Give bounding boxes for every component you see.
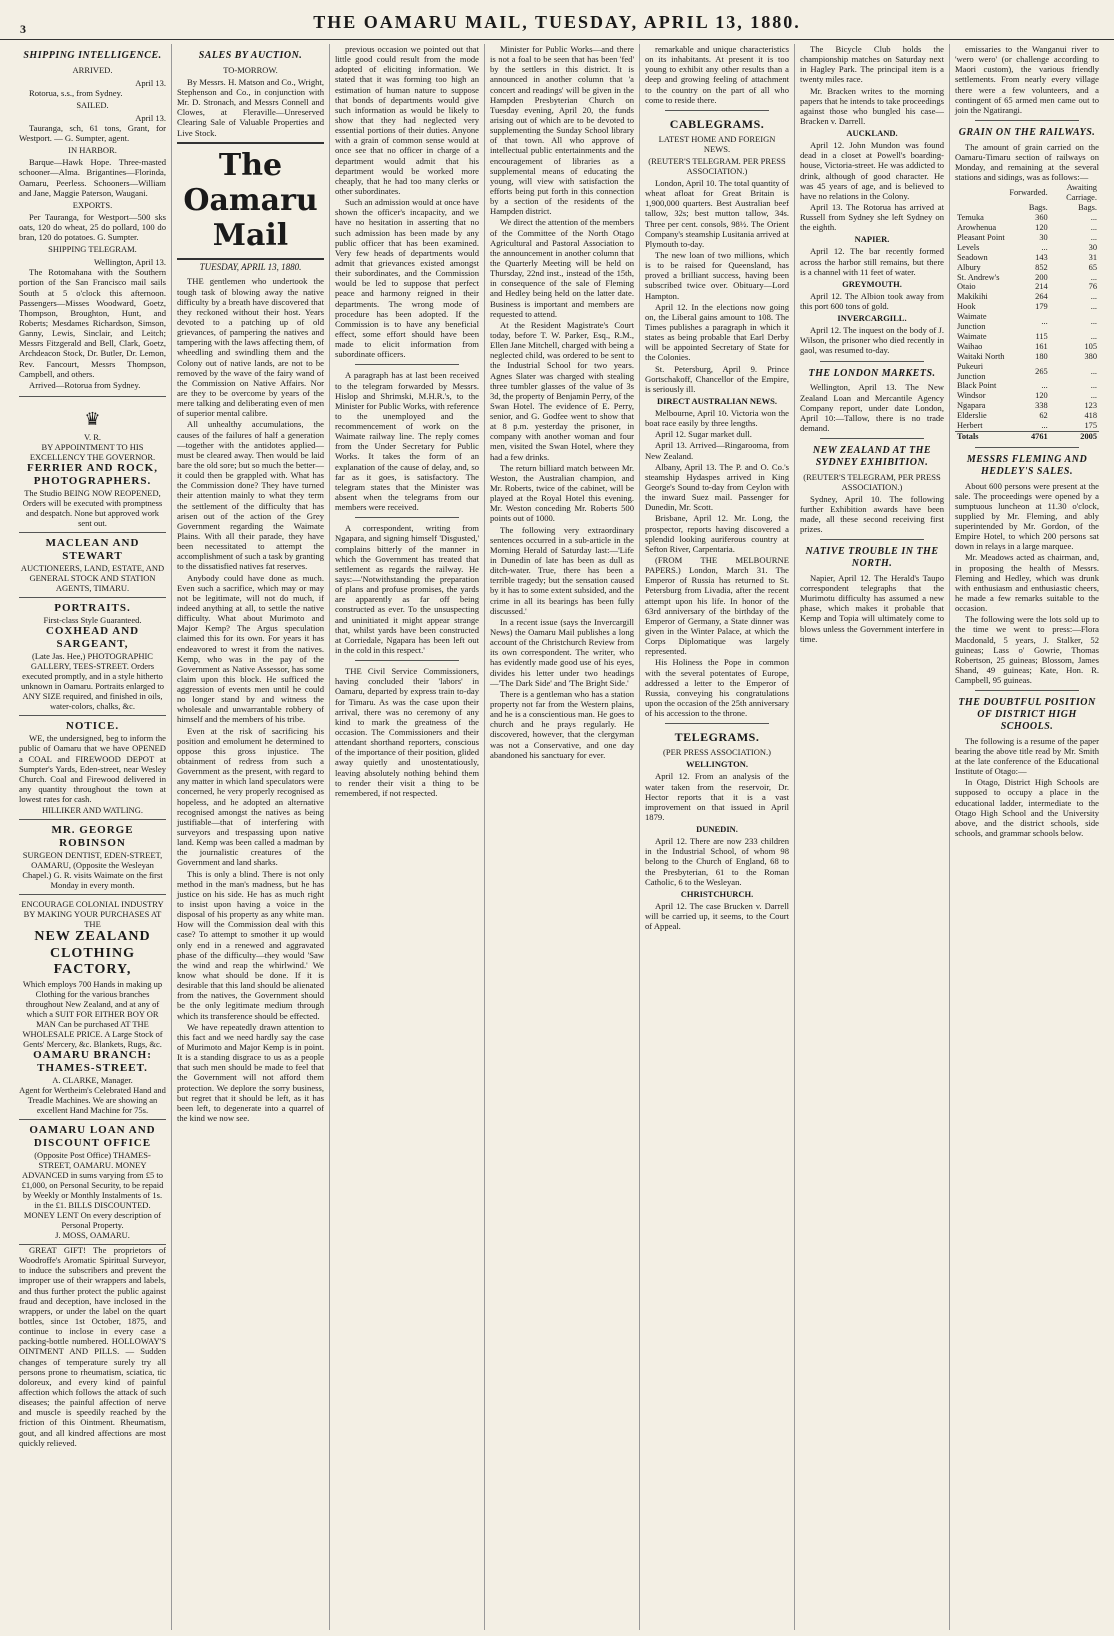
grain-cell-forwarded: ... bbox=[1041, 421, 1048, 431]
wellington-text: April 12. From an analysis of the water taken from the reservoir, Dr. Hector reports that it is a vast improvement on that issued in April 1879. bbox=[645, 771, 789, 822]
grain-row bbox=[955, 391, 1099, 401]
grain-cell-station: Seadown bbox=[957, 252, 988, 262]
grain-cell-awaiting: ... bbox=[1090, 292, 1097, 302]
ad-moss: J. MOSS, OAMARU. bbox=[55, 1230, 130, 1241]
grain-total-awaiting: 2005 bbox=[1050, 432, 1099, 442]
article-paragraph: Minister for Public Works—and there is not a foal to be seen that has been 'fed' by the settlers in this district. It is announced in another column that 'a concert and readings' will be given in the Hampden Presbyterian Church on Tuesday evening, April 20, the funds arising out of which are to be devoted to supplementing the Sunday School library of that town. All who approve of intellectual public entertainments and the encouragement of libraries as a supplemental means of educating the young, will view with satisfaction the efforts being put forth in this connection by a section of the residents of the Hampden district. bbox=[490, 44, 634, 217]
wellington-heading: WELLINGTON. bbox=[686, 759, 748, 770]
grain-cell-forwarded: 120 bbox=[1035, 391, 1048, 401]
article-paragraph: A paragraph has at last been received to the telegram forwarded by Messrs. Hislop and Shrimski, M.H.R.'s, to the Minister for Public Works, with reference to the unemployed and the recommencement of work on the Waimate railway line. The reply comes from the Under Secretary for Public Works. It takes the form of an explanation of the cause of delay, and, so far as it goes, is satisfactory. The telegram states that the Minister was absent when the telegrams from our members were received. bbox=[335, 370, 479, 513]
grain-row bbox=[955, 342, 1099, 352]
ad-nz-clothing bbox=[19, 895, 166, 1120]
grain-cell-station: Pleasant Point bbox=[957, 232, 1005, 242]
grain-units-row bbox=[955, 203, 1099, 213]
article-paragraph: The return billiard match between Mr. Weston, the Australian champion, and Mr. Roberts, twice of the cabinet, will be played at the Royal Hotel this evening. Mr. Weston conceding Mr. Roberts 500 points out of 1000. bbox=[490, 462, 634, 524]
divider bbox=[355, 364, 459, 365]
cable-item: London, April 10. The total quantity of wheat afloat for Great Britain is 1,900,000 quarters. Best Australian beef tallow, 32s; best mutton tallow, 34s. Three per cent. consols, 98½. The Orient Company's steamship Lusitania arrived at Plymouth to-day. bbox=[645, 178, 789, 249]
grain-cell-awaiting: 31 bbox=[1088, 252, 1097, 262]
grain-row bbox=[955, 401, 1099, 411]
cable-item: St. Petersburg, April 9. Prince Gortschakoff, Chancellor of the Empire, is seriously ill. bbox=[645, 363, 789, 394]
column-6 bbox=[795, 44, 950, 1630]
greymouth-text: April 12. The Albion took away from this port 600 tons of gold. bbox=[800, 290, 944, 311]
column-4 bbox=[485, 44, 640, 1630]
sales-subheading: TO-MORROW. bbox=[223, 64, 278, 75]
grain-cell-station: Levels bbox=[957, 242, 980, 252]
napier-heading: NAPIER. bbox=[854, 234, 890, 245]
grain-cell-forwarded: 200 bbox=[1035, 272, 1048, 282]
ad-nz-clothing-lines: Which employs 700 Hands in making up Clothing for the various branches throughout New Zealand, and at any of which a SUIT FOR EITHER BOY OR MAN Can be purchased AT THE WHOLESALE PRICE. A Large Stock of Gents' Mercery, &c. Blankets, Rugs, &c. bbox=[22, 978, 163, 1049]
direct-item: April 13. Arrived—Ringarooma, from New Zealand. bbox=[645, 440, 789, 461]
arrived-date: April 13. bbox=[135, 77, 166, 88]
article-paragraph: There is a gentleman who has a station property not far from the Western plains, and he is a conscientious man. He goes to church and he prays regularly. He discovered, however, that the clergyman was not a Conservative, and one day abandoned his sanctuary for ever. bbox=[490, 688, 634, 760]
christchurch-heading: CHRISTCHURCH. bbox=[680, 888, 754, 899]
direct-item: Melbourne, April 10. Victoria won the boat race easily by three lengths. bbox=[645, 408, 789, 429]
grain-cell-station: Waitaki North bbox=[957, 351, 1005, 361]
royal-crest-icon: ♛ bbox=[84, 409, 101, 430]
article-paragraph: We direct the attention of the members of the Committee of the North Otago Agricultural and Pastoral Association to the announcement in another column that the Quarterly Meeting will be held on Thursday, 22nd inst., instead of the 15th, in consequence of the sale of Fleming and Hedley being held on the latter date. Business is important and members are requested to attend. bbox=[490, 217, 634, 319]
ad-loan-title: OAMARU LOAN AND DISCOUNT OFFICE bbox=[29, 1123, 156, 1149]
editorial-paragraph: We have repeatedly drawn attention to this fact and we need hardly say the case of Murimoto and Major Kemp is in point. It is a standing disgrace to us as a people that such men should be made to feel that the Government will not afford them protection. We deplore the sorry business, but regret that it should be left, as it has been left, to degenerate into a quarrel of the kind we now see. bbox=[177, 1021, 324, 1123]
page-number: 3 bbox=[20, 22, 26, 36]
telegrams-source: (PER PRESS ASSOCIATION.) bbox=[663, 747, 771, 758]
divider bbox=[820, 438, 924, 439]
ad-branch-title: OAMARU BRANCH: THAMES-STREET. bbox=[33, 1048, 152, 1074]
divider bbox=[665, 110, 769, 111]
grain-total-forwarded: 4761 bbox=[1007, 432, 1049, 442]
ad-notice-title: NOTICE. bbox=[65, 720, 120, 733]
grain-cell-awaiting: 380 bbox=[1084, 351, 1097, 361]
grain-row bbox=[955, 332, 1099, 342]
grain-row bbox=[955, 352, 1099, 362]
grain-row bbox=[955, 302, 1099, 312]
auckland-text: April 13. The Rotorua has arrived at Russell from Sydney she left Sydney on the eighth. bbox=[800, 201, 944, 233]
ad-ferrier-title: FERRIER AND ROCK, PHOTOGRAPHERS. bbox=[27, 462, 158, 488]
arrived-text: Rotorua, s.s., from Sydney. bbox=[29, 87, 123, 98]
editorial-paragraph: THE gentlemen who undertook the tough task of blowing away the native difficulty by a breath have discovered that they reckoned without their host. Years devoted to a patching up of old grievances, of pampering the natives and tampering with the laws affecting them, of wheedling and swindling them and the Colony out of native lands, are not to be removed by the wave of the fairy wand of the Commission on Native Affairs. Nor are they to be overcome by years of the mere talking and deliberating even of men of superior mental calibre. bbox=[177, 276, 324, 419]
sales-heading: SALES BY AUCTION. bbox=[198, 50, 303, 61]
column-2 bbox=[172, 44, 330, 1630]
sailed-text: Tauranga, sch, 61 tons, Grant, for Westport. — G. Sumpter, agent. bbox=[19, 123, 166, 144]
invercargill-heading: INVERCARGILL. bbox=[837, 313, 907, 324]
sailed-date: April 13. bbox=[135, 112, 166, 123]
column-7 bbox=[950, 44, 1104, 1630]
grain-cell-forwarded: 115 bbox=[1035, 331, 1048, 341]
direct-item: Albany, April 13. The P. and O. Co.'s steamship Hydaspes arrived in King George's Sound to-day from Ceylon with the inward Suez mail. Passenger for Dunedin, Mr. Scott. bbox=[645, 461, 789, 513]
in-harbor-heading: IN HARBOR. bbox=[68, 145, 117, 156]
editorial-paragraph: All unhealthy accumulations, the causes of the failures of half a generation—together with the antidotes applied—must be cleared away. Then would be laid bare the old sore; but so much the better—it could then be grappled with. What has the Commission done? They have turned their attention mainly to what they term the settlement of the difficulty that has arisen out of the action of the Grey Government regarding the Waimate Plains. With all their parade, they have been necessitated to attempt the accomplishment of such a task by granting to the dissatisfied natives fat reserves. bbox=[177, 419, 325, 572]
grain-cell-awaiting: 30 bbox=[1088, 242, 1097, 252]
fleming-paragraph: The following were the lots sold up to the time we went to press:—Flora Macdonald, 5 years, J. Stalker, 52 guineas; Lass o' Gowrie, Thomas Robertson, 25 guineas; Blossom, James Shand, 49 guineas; Kate, Hon. R. Campbell, 95 guineas. bbox=[955, 614, 1099, 686]
grain-cell-awaiting: 175 bbox=[1084, 421, 1097, 431]
grain-row bbox=[955, 362, 1099, 382]
article-paragraph: At the Resident Magistrate's Court today, before T. W. Parker, Esq., R.M., Ellen Jane Mitchell, charged with being a neglected child, was ordered to be sent to the Industrial School for two years. Agnes Slater was charged with stealing three tumbler glasses of the value of 3s 3d, the property of Benjamin Perry, of the Swan Hotel. The evidence of E. Perry, senior, and G. Godfee went to show that at 8 p.m. yesterday the prisoner, in company with another woman and four men, visited the Swan Hotel, where they had a few drinks. bbox=[490, 319, 634, 462]
grain-cell-station: Elderslie bbox=[957, 411, 987, 421]
grain-cell-forwarded: 360 bbox=[1035, 213, 1048, 223]
divider bbox=[355, 517, 459, 518]
grain-cell-forwarded: 120 bbox=[1035, 222, 1048, 232]
grain-cell-awaiting: 123 bbox=[1084, 401, 1097, 411]
high-schools-heading: THE DOUBTFUL POSITION OF DISTRICT HIGH SCHOOLS. bbox=[958, 697, 1096, 732]
grain-cell-station: Ngapara bbox=[957, 401, 986, 411]
direct-item: Brisbane, April 12. Mr. Long, the prospector, reports having discovered a splendid looking auriferous country at Sefton River, Carpentaria. bbox=[645, 513, 789, 554]
high-schools-paragraph: In Otago, District High Schools are supposed to occupy a place in the educational ladder, intermediate to the Otago High School and the University above, and the district schools, side schools, and grammar schools below. bbox=[955, 777, 1099, 838]
grain-cell-forwarded: ... bbox=[1041, 317, 1048, 327]
grain-cell-awaiting: ... bbox=[1090, 302, 1097, 312]
fleming-paragraph: About 600 persons were present at the sale. The proceedings were opened by a sumptuous luncheon at 11.30 o'clock, supplied by Mr. Fleming, and ably superintended by Mr. Gordon, of the Empire Hotel, to which 200 persons sat down in relays in a large marquee. bbox=[955, 480, 1099, 552]
christchurch-text: April 12. The case Brucken v. Darrell will be carried up, it seems, to the Court of Appeal. bbox=[645, 900, 789, 932]
grain-cell-forwarded: 143 bbox=[1035, 252, 1048, 262]
grain-cell-forwarded: ... bbox=[1041, 381, 1048, 391]
shipping-heading: SHIPPING INTELLIGENCE. bbox=[23, 50, 162, 61]
native-trouble-text: Napier, April 12. The Herald's Taupo correspondent telegraphs that the Murimotu difficulty has assumed a new phase, which makes it probable that Kemp and Topia will ultimately come to blows unless the Government interfere in time. bbox=[800, 572, 944, 644]
in-harbor-text: Barque—Hawk Hope. Three-masted schooner—Alma. Brigantines—Florinda, Oamaru, Peerless. Schooners—William and Jane, Maggie Paterson, Waugani. bbox=[19, 157, 166, 198]
high-schools-paragraph: The following is a resume of the paper bearing the above title read by Mr. Smith at the late conference of the Educational Institute of Otago:— bbox=[955, 735, 1099, 777]
grain-row bbox=[955, 233, 1099, 243]
paper-title: The Oamaru Mail bbox=[177, 142, 324, 260]
ad-notice-signature: HILLIKER AND WATLING. bbox=[41, 805, 144, 816]
grain-header-row bbox=[955, 183, 1099, 203]
article-paragraph: previous occasion we pointed out that little good could result from the mode adopted of eliciting information. We stated that it was forming too high an estimation of human nature to suppose that bonds of departments would give such information as would be likely to show that they had neglected very essential portions of their duties. Anyone with a grain of common sense would at once see that no officer in charge of a department would admit that his department would be worked more cheaply, that he had too many clerks or other subordinates. bbox=[335, 44, 479, 196]
grain-cell-station: Waimate Junction bbox=[957, 312, 987, 332]
grain-cell-station: Waihao bbox=[957, 341, 983, 351]
grain-units-forwarded: Bags. bbox=[1028, 203, 1048, 213]
cable-item: April 12. In the elections now going on, the Liberal gains amount to 108. The Times publishes a paragraph in which it states as being probable that Earl Derby will be appointed Secretary of State for the Colonies. bbox=[645, 301, 789, 363]
dunedin-text: April 12. There are now 233 children in the Industrial School, of whom 98 belong to the Church of England, 68 to the Presbyterian, 61 to the Roman Catholic, 6 to the Wesleyan. bbox=[645, 836, 789, 887]
shipping-telegram-date: Wellington, April 13. bbox=[93, 257, 166, 268]
grain-total-label: Totals bbox=[955, 432, 1007, 442]
article-paragraph: A correspondent, writing from Ngapara, and signing himself 'Disgusted,' complains bitterly of the manner in which the Government has treated that settlement as regards the railway. He says:—'Notwithstanding the preparation of plans and profuse promises, the yards are apparently as far off being constructed as ever. To the unsuspecting and uninitiated it might appear strange that, whilst yards have been constructed at Corriedale, Ngapara has been left out in the cold in this respect.' bbox=[335, 523, 479, 656]
grain-cell-awaiting: ... bbox=[1090, 272, 1097, 282]
grain-cell-station: Arowhenua bbox=[957, 222, 997, 232]
grain-cell-awaiting: 65 bbox=[1088, 262, 1097, 272]
grain-col-forwarded: Forwarded. bbox=[1009, 188, 1048, 198]
shipping-telegram-arrived: Arrived—Rotorua from Sydney. bbox=[29, 379, 141, 390]
dunedin-heading: DUNEDIN. bbox=[696, 824, 738, 835]
grain-cell-station: Albury bbox=[957, 262, 981, 272]
grain-table bbox=[955, 183, 1099, 442]
grain-table-body bbox=[955, 213, 1099, 431]
sydney-exhibition-text: Sydney, April 10. The following further Exhibition awards have been made, all these second receiving first prizes. bbox=[800, 493, 944, 535]
ad-robinson bbox=[19, 820, 166, 895]
grain-cell-station: Makikihi bbox=[957, 292, 988, 302]
cablegrams-subheading: LATEST HOME AND FOREIGN NEWS. bbox=[658, 134, 776, 155]
grain-cell-forwarded: 180 bbox=[1035, 351, 1048, 361]
direct-australian-heading: DIRECT AUSTRALIAN NEWS. bbox=[656, 396, 778, 407]
grain-row bbox=[955, 223, 1099, 233]
divider bbox=[975, 690, 1079, 691]
grain-cell-station: Hook bbox=[957, 302, 976, 312]
exports-heading: EXPORTS. bbox=[72, 199, 113, 210]
grain-cell-station: Herbert bbox=[957, 421, 983, 431]
grain-cell-forwarded: 214 bbox=[1035, 282, 1048, 292]
cable-item: The new loan of two millions, which is to be raised for Queensland, has proved a brilliant success, having been subscribed twice over. Obituary—Lord Hampton. bbox=[645, 250, 789, 301]
article-paragraph: The following very extraordinary sentences occurred in a sub-article in the Morning Herald of Saturday last:—'Life in Dunedin of late has been as dull as ditch-water. True, there has been a terrible tragedy; but the sensation caused by it has to some extent subsided, and the crime in all its bearings has been fully discussed.' bbox=[490, 524, 634, 616]
grain-row bbox=[955, 312, 1099, 332]
ad-appointment: BY APPOINTMENT TO HIS EXCELLENCY THE GOVERNOR. bbox=[29, 442, 156, 463]
grain-cell-awaiting: 418 bbox=[1084, 411, 1097, 421]
article-paragraph: The Bicycle Club holds the championship matches on Saturday next in Hagley Park. The principal item is a twenty miles race. bbox=[800, 44, 944, 85]
grain-cell-awaiting: 76 bbox=[1088, 282, 1097, 292]
fleming-paragraph: Mr. Meadows acted as chairman, and, in proposing the health of Messrs. Fleming and Hedley, which was drunk with enthusiasm and enthusiastic cheers, he made a few remarks suitable to the occasion. bbox=[955, 552, 1099, 614]
article-paragraph: emissaries to the Wanganui river to 'wero wero' (or challenge according to Maori custom), the various friendly settlements. From nearly every village there were a few volunteers, and a contingent of 65 armed men came out to join the Ngatirangi. bbox=[955, 44, 1099, 115]
grain-cell-awaiting: ... bbox=[1090, 391, 1097, 401]
grain-cell-forwarded: 265 bbox=[1035, 366, 1048, 376]
invercargill-text: April 12. The inquest on the body of J. Wilson, the prisoner who died recently in gaol, was resumed to-day. bbox=[800, 325, 944, 356]
grain-cell-awaiting: ... bbox=[1090, 222, 1097, 232]
grain-cell-station: Temuka bbox=[957, 213, 984, 223]
foreign-item: His Holiness the Pope in common with the several potentates of Europe, addressed a letter to the Emperor of Russia, conveying his congratulations upon the occasion of the 25th anniversary of his accession to the throne. bbox=[645, 657, 789, 719]
london-markets-heading: THE LONDON MARKETS. bbox=[808, 367, 936, 379]
column-3 bbox=[330, 44, 485, 1630]
grain-row bbox=[955, 263, 1099, 273]
masthead-title: THE OAMARU MAIL, TUESDAY, APRIL 13, 1880. bbox=[313, 12, 801, 32]
grain-cell-station: Waimate bbox=[957, 331, 987, 341]
grain-row bbox=[955, 273, 1099, 283]
grain-row bbox=[955, 282, 1099, 292]
grain-row bbox=[955, 411, 1099, 421]
ad-branch-text: Agent for Wertheim's Celebrated Hand and Treadle Machines. We are showing an excellent Hand Machine for 75s. bbox=[19, 1084, 166, 1115]
ad-loan-lines: (Opposite Post Office) THAMES-STREET, OAMARU. MONEY ADVANCED in sums varying from £5 to £1,000, on Personal Security, to be repaid by Weekly or Monthly Instalments of 1s. in the £1. BILLS DISCOUNTED. MONEY LENT On every description of Personal Property. bbox=[21, 1149, 164, 1231]
grain-row bbox=[955, 381, 1099, 391]
article-paragraph: Such an admission would at once have shown the officer's incapacity, and we have no hesitation in asserting that no such admission has been made by any public officer that has been examined. Very few heads of departments would admit that grievances existed amongst their subordinates, and the Commission would be led to suppose that perfect peace and harmony reigned in their departments. The wrong mode of procedure has been adopted. If the Commission is to have any beneficial effect, some effort should have been made to elicit information from subordinate officers. bbox=[335, 197, 479, 360]
article-paragraph: In a recent issue (says the Invercargill News) the Oamaru Mail publishes a long account of the Christchurch Review from its own correspondent. The writer, who has evidently made good use of his eyes, divides his letter under two headings—'The Dark Side' and 'The Bright Side.' bbox=[490, 616, 634, 688]
grain-cell-forwarded: 62 bbox=[1039, 411, 1048, 421]
ad-branch-manager: A. CLARKE, Manager. bbox=[52, 1074, 133, 1085]
sydney-exhibition-source: (REUTER'S TELEGRAM, PER PRESS ASSOCIATION.) bbox=[803, 471, 941, 492]
editorial-paragraph: This is only a blind. There is not only method in the man's madness, but he has justice on his side. He has as much right to insist upon having a voice in the disposal of his property as any white man. How will the Commission deal with this case? To attempt to smother it up would only end in a renewed and aggravated phase of the difficulty—they would 'Saw the wind and reap the whirlwind.' We know what should be done. If it is desirable that this land should be alienated from the natives, the Government should be the only legitimate medium through which its transference should be effected. bbox=[177, 868, 324, 1021]
column-5 bbox=[640, 44, 795, 1630]
ad-portraits-title: PORTRAITS. bbox=[54, 602, 131, 615]
grain-heading: GRAIN ON THE RAILWAYS. bbox=[958, 126, 1096, 138]
greymouth-heading: GREYMOUTH. bbox=[842, 278, 902, 289]
grain-row bbox=[955, 253, 1099, 263]
grain-cell-awaiting: 105 bbox=[1084, 341, 1097, 351]
masthead bbox=[0, 0, 1114, 40]
divider bbox=[975, 120, 1079, 121]
grain-cell-forwarded: 264 bbox=[1035, 292, 1048, 302]
ad-maclean-title: MACLEAN AND STEWART bbox=[45, 537, 140, 563]
grain-row bbox=[955, 292, 1099, 302]
grain-units-awaiting: Bags. bbox=[1078, 203, 1097, 213]
divider bbox=[820, 361, 924, 362]
editorial bbox=[177, 276, 324, 1123]
grain-cell-station: Pukeuri Junction bbox=[957, 361, 986, 381]
ad-loan-office bbox=[19, 1120, 166, 1245]
grain-col-awaiting: Awaiting Carriage. bbox=[1066, 183, 1097, 203]
grain-cell-station: Otaio bbox=[957, 282, 976, 292]
auckland-text: April 12. John Mundon was found dead in a closet at Powell's boarding-house, Victoria-street. He was addicted to drink, although of good character. He was 45 years of age, and is believed to have no relations in the Colony. bbox=[800, 140, 944, 201]
grain-cell-forwarded: 179 bbox=[1035, 302, 1048, 312]
napier-text: April 12. The bar recently formed across the harbor still remains, but there is a channel with 11 feet of water. bbox=[800, 246, 944, 277]
grain-cell-station: Windsor bbox=[957, 391, 986, 401]
direct-item: April 12. Sugar market dull. bbox=[655, 429, 752, 440]
ad-portraits-lines: First-class Style Guaranteed. bbox=[43, 615, 142, 626]
grain-cell-awaiting: ... bbox=[1090, 232, 1097, 242]
ad-maclean-lines: AUCTIONEERS, LAND, ESTATE, AND GENERAL STOCK AND STATION AGENTS, TIMARU. bbox=[20, 563, 165, 594]
editorial-paragraph: Anybody could have done as much. Even such a sacrifice, which may or may not be legitimate, will not do much, if indeed anything at all, to settle the native difficulty. What about Murimoto and Major Kemp? The Argus speculation claimed this for its own. For years it has endeavored to wrest it from the natives. Kemp, who was in the pay of the Government as Native Assessor, has some claim upon this block. He sufficed the aggression of events men until he could no longer stand by and witness the wholesale and unwarrantable robbery of himself and the members of his tribe. bbox=[177, 572, 324, 725]
divider bbox=[665, 723, 769, 724]
grain-cell-forwarded: 852 bbox=[1035, 262, 1048, 272]
grain-station-header bbox=[955, 183, 1007, 203]
ad-nz-clothing-title: NEW ZEALAND CLOTHING FACTORY, bbox=[34, 929, 151, 978]
divider bbox=[19, 396, 166, 397]
sales-text: By Messrs. H. Matson and Co., Wright, Stephenson and Co., in conjunction with Mr. D. Stronach, and Messrs Connell and Clowes, at Fleraville—Unreserved Clearing Sale of Valuable Properties and Live Stock. bbox=[177, 76, 324, 138]
grain-cell-forwarded: 30 bbox=[1039, 232, 1048, 242]
grain-cell-station: St. Andrew's bbox=[957, 272, 1000, 282]
newspaper-columns bbox=[14, 44, 1104, 1630]
arrived-heading: ARRIVED. bbox=[72, 64, 113, 75]
ad-robinson-title: MR. GEORGE ROBINSON bbox=[51, 824, 134, 850]
grain-cell-station: Black Point bbox=[957, 381, 997, 391]
ad-robinson-lines: SURGEON DENTIST, EDEN-STREET, OAMARU, (Opposite the Wesleyan Chapel.) G. R. visits Waimate on the first Monday in every month. bbox=[22, 850, 163, 891]
fleming-hedley-heading: MESSRS FLEMING AND HEDLEY'S SALES. bbox=[966, 453, 1088, 477]
ad-ferrier-rock bbox=[19, 403, 166, 533]
paper-date: TUESDAY, APRIL 13, 1880. bbox=[199, 261, 302, 272]
ad-coxhead-lines: (Late Jas. Hee,) PHOTOGRAPHIC GALLERY, TEES-STREET. Orders executed promptly, and in a style hitherto unknown in Oamaru. Portraits enlarged to ANY SIZE required, and finished in oils, water-colors, chalks, &c. bbox=[21, 651, 164, 712]
grain-cell-awaiting: ... bbox=[1090, 331, 1097, 341]
divider bbox=[975, 447, 1079, 448]
column-1 bbox=[14, 44, 172, 1630]
grain-row bbox=[955, 421, 1099, 431]
grain-cell-awaiting: ... bbox=[1090, 381, 1097, 391]
sailed-heading: SAILED. bbox=[76, 99, 109, 110]
divider bbox=[355, 660, 459, 661]
ad-notice bbox=[19, 716, 166, 820]
grain-cell-forwarded: 161 bbox=[1035, 341, 1048, 351]
grain-row bbox=[955, 213, 1099, 223]
divider bbox=[820, 539, 924, 540]
exports-text: Per Tauranga, for Westport—500 sks oats, 120 do wheat, 25 do pollard, 100 do bran, 120 do potatoes. G. Sumpter. bbox=[19, 211, 166, 243]
ad-holloway-text: GREAT GIFT! The proprietors of Woodroffe's Aromatic Spiritual Surveyor, to induce the subscribers and prevent the improper use of their wrappers and labels, and thus further protect the public against fraud and deception, have inclosed in the wrappers, or under the label on the quart bottles, since 1st October, 1875, and continue to inclose in every case a packing-bottle numbered. HOLLOWAY'S OINTMENT AND PILLS. — Sudden changes of temperature surely try all persons prone to rheumatism, sciatica, tic doloreux, and every kind of painful affection which follows the attack of such diseases; the painful affection of nerve and muscle is speedily reached by the friction of this Ointment. Rheumatism, gout, and all kindred affections are most quickly relieved. bbox=[19, 1245, 166, 1448]
article-paragraph: THE Civil Service Commissioners, having concluded their 'labors' in Oamaru, departed by express train to-day for Timaru. As was the case upon their arrival, there was no ceremony of any kind to mark the greatness of the occasion. The Commissioners and their attendant shorthand reporters, conscious of the importance of their position, glided away quietly and unostentatiously, leaving absolutely nothing behind them to render their visit a thing to be remembered, if not respected. bbox=[335, 666, 479, 798]
cablegrams-source: (REUTER'S TELEGRAM. PER PRESS ASSOCIATION.) bbox=[648, 156, 786, 177]
shipping-telegram-text: The Rotomahana with the Southern portion of the San Francisco mail sails South at 5 o'clock this afternoon. Passengers—Misses Woodward, Goetz, Thompson, Broughton, Hunt, and Roberts; Mesdames Richardson, Simson, Ganny, Lewis, Sinclair, and Leitch; Messrs Fitzgerald and Bell, Clark, Goetz, Archdeacon Stock, Dr. Butler, Dr. Lemon, Rev. Fancourt, Messrs Thompson, Campbell, and others. bbox=[19, 267, 166, 379]
ad-coxhead bbox=[19, 598, 166, 716]
ad-ferrier-lines: The Studio BEING NOW REOPENED, Orders will be executed with promptness and despatch. None but approved work sent out. bbox=[22, 488, 163, 529]
london-markets-text: Wellington, April 13. The New Zealand Loan and Mercantile Agency Company report, under date London, April 10:—Tallow, there is no trade demand. bbox=[800, 382, 944, 433]
ad-maclean-stewart bbox=[19, 533, 166, 598]
ad-coxhead-title: COXHEAD AND SARGEANT, bbox=[45, 625, 140, 651]
telegrams-heading: TELEGRAMS. bbox=[674, 730, 760, 745]
editorial-paragraph: Even at the risk of sacrificing his position and emolument he determined to oppose this gross injustice. The obtainment of redress from such a Government as the present, with regard to any matter in which land speculators were concerned, he very properly recognised as hopeless, and he adopted an alternative recognised amongst the natives as being justifiable—that of interfering with surveyors and trespassing upon native land. Kemp was been called a madman by the journalistic creatures of the Government and land sharks. bbox=[177, 725, 324, 868]
article-paragraph: remarkable and unique characteristics on its inhabitants. At present it is too young to exhibit any other results than a deep and growing feeling of attachment to the country on the part of all who come to reside there. bbox=[645, 44, 789, 105]
ad-encourage: ENCOURAGE COLONIAL INDUSTRY BY MAKING YOUR PURCHASES AT THE bbox=[21, 899, 164, 930]
sydney-exhibition-heading: NEW ZEALAND AT THE SYDNEY EXHIBITION. bbox=[812, 445, 932, 468]
auckland-heading: AUCKLAND. bbox=[846, 128, 898, 139]
grain-cell-awaiting: ... bbox=[1090, 366, 1097, 376]
native-trouble-heading: NATIVE TROUBLE IN THE NORTH. bbox=[805, 546, 939, 570]
ad-notice-text: WE, the undersigned, beg to inform the public of Oamaru that we have OPENED a COAL and FIREWOOD DEPOT at Sumpter's Yards, Eden-street, near Wesley Church. Coal and Firewood delivered in any quantity throughout the town at lowest rates for cash. bbox=[19, 733, 166, 805]
ad-vr: V. R. bbox=[83, 432, 102, 443]
foreign-item: (FROM THE MELBOURNE PAPERS.) London, March 31. The Emperor of Russia has returned to St. Petersburg from Livadia, after the recent attempt upon his life. In honor of the 63rd anniversary of the birthday of the Emperor of Germany, a State dinner was given in the Winter Palace, at which the Corps Diplomatique was largely represented. bbox=[645, 555, 789, 657]
grain-cell-awaiting: ... bbox=[1090, 213, 1097, 223]
grain-intro: The amount of grain carried on the Oamaru-Timaru section of railways on Monday, and remaining at the several stations and sidings, was as follows:— bbox=[955, 141, 1099, 183]
article-paragraph: Mr. Bracken writes to the morning papers that he intends to take proceedings against those who bungled his case—Bracken v. Darrell. bbox=[800, 85, 944, 126]
grain-row bbox=[955, 243, 1099, 253]
grain-cell-forwarded: ... bbox=[1041, 242, 1048, 252]
grain-cell-forwarded: 338 bbox=[1035, 401, 1048, 411]
cablegrams-heading: CABLEGRAMS. bbox=[669, 116, 765, 131]
shipping-telegram-heading: SHIPPING TELEGRAM. bbox=[48, 244, 137, 255]
grain-cell-awaiting: ... bbox=[1090, 317, 1097, 327]
grain-total-row bbox=[955, 432, 1099, 442]
